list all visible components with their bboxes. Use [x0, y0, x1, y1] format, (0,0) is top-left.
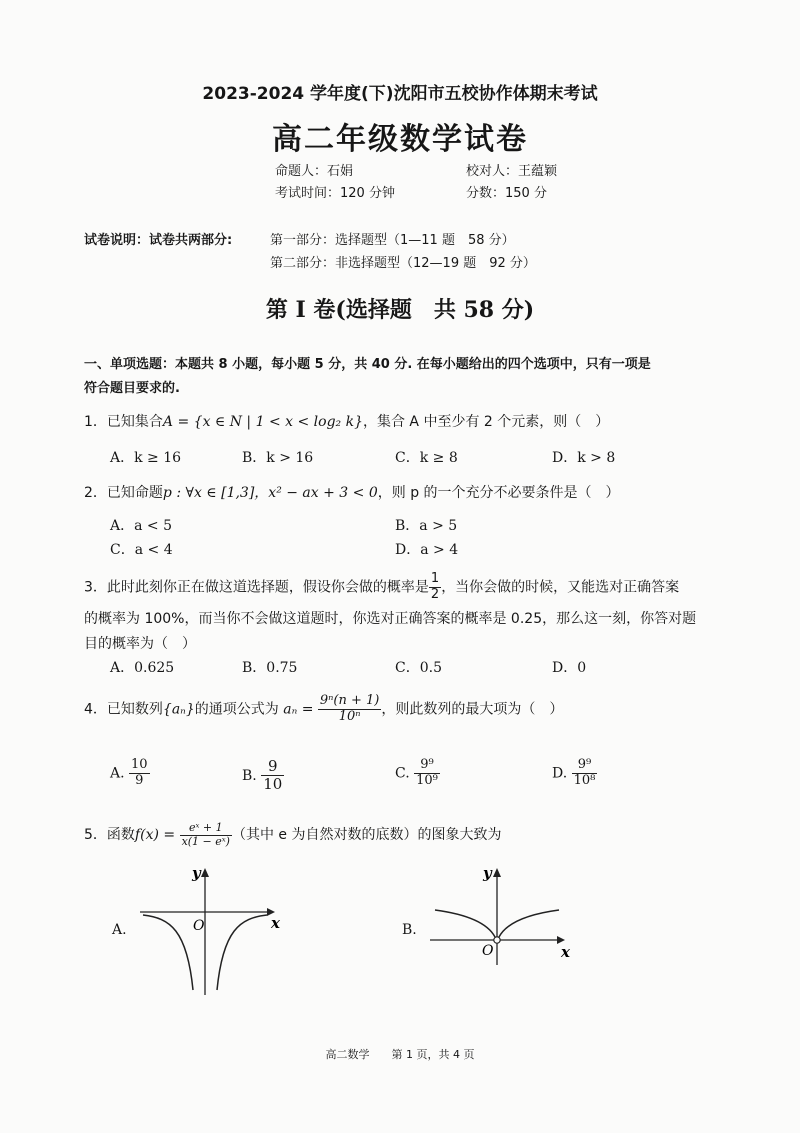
q4-suffix: ，则此数列的最大项为（ ） [381, 701, 564, 718]
question-5 [84, 822, 502, 848]
q2-suffix: ，则 p 的一个充分不必要条件是（ ） [377, 485, 620, 501]
q4-an: aₙ = [283, 701, 314, 718]
q3-line1-a: 3．此时此刻你正在做这道选择题，假设你会做的概率是 [84, 579, 429, 596]
q4-option-b-frac [261, 758, 284, 794]
question-1 [84, 411, 609, 431]
section-title: 第 I 卷(选择题 共 58 分) [265, 297, 535, 323]
instructions-part2: 第二部分：非选择题型（12—19 题 92 分） [270, 256, 536, 271]
q3-option-b: B．0.75 [242, 660, 298, 676]
graph-a-y-label: y [192, 864, 201, 882]
q4-option-b-num: 9 [261, 758, 284, 776]
q1-prefix: 1．已知集合 [84, 414, 163, 430]
q5-prefix: 5．函数 [84, 827, 135, 844]
q1-suffix: ，集合 A 中至少有 2 个元素，则（ ） [362, 414, 610, 430]
q4-option-c-label: C. [395, 765, 410, 782]
q4-option-d-num: 9⁹ [572, 758, 598, 774]
q2-option-c: C．a < 4 [110, 542, 173, 558]
question-2 [84, 482, 620, 502]
q4-option-c-num: 9⁹ [414, 758, 440, 774]
question-3-line2: 的概率为 100%，而当你不会做这道题时，你选对正确答案的概率是 0.25，那么这一刻，你答对题 [84, 611, 697, 627]
q1-option-a: A．k ≥ 16 [110, 450, 182, 466]
part-intro-line2: 符合题目要求的. [84, 381, 180, 396]
main-title: 高二年级数学试卷 [272, 122, 528, 157]
q2-option-b: B．a > 5 [395, 518, 458, 534]
exam-time: 考试时间：120 分钟 [275, 186, 395, 201]
instructions-label: 试卷说明：试卷共两部分: [84, 233, 233, 248]
graph-a-y-arrow [201, 868, 209, 877]
page-footer: 高二数学 第 1 页，共 4 页 [325, 1048, 475, 1061]
q4-option-a [110, 758, 150, 789]
graph-b-open-circle [494, 937, 500, 943]
q4-option-b-label: B. [242, 767, 257, 784]
q4-option-a-frac [129, 758, 150, 789]
q4-option-b-den: 10 [263, 775, 283, 794]
q3-half-num: 1 [430, 571, 440, 586]
q3-line1-b: ，当你会做的时候，又能选对正确答案 [441, 579, 680, 596]
q5-formula-num: eˣ + 1 [180, 822, 232, 836]
setter: 命题人：石娟 [275, 164, 354, 179]
q4-option-c [395, 758, 440, 789]
q2-prefix: 2．已知命题 [84, 485, 163, 501]
graph-b-right-branch [499, 910, 559, 937]
q3-option-a: A．0.625 [110, 660, 175, 676]
q3-option-d: D．0 [552, 660, 587, 676]
q4-option-a-den: 9 [135, 772, 144, 788]
proofreader: 校对人：王蕴颖 [466, 164, 558, 179]
q4-formula [318, 694, 381, 725]
q4-formula-num: 9ⁿ(n + 1) [319, 693, 380, 708]
q4-seq: {aₙ} [162, 701, 195, 718]
q5-suffix: （其中 e 为自然对数的底数）的图象大致为 [231, 827, 502, 844]
graph-b-y-label: y [483, 864, 492, 882]
q5-formula-den: x(1 − eˣ) [181, 834, 230, 848]
score: 分数：150 分 [466, 186, 547, 201]
q5-formula [180, 822, 232, 848]
graph-b-y-arrow [493, 868, 501, 877]
exam-title-line: 2023-2024 学年度(下)沈阳市五校协作体期末考试 [202, 84, 598, 104]
q4-mid: 的通项公式为 [194, 701, 279, 718]
question-4 [84, 694, 563, 725]
graph-b-x-label: x [561, 943, 570, 961]
graph-b-origin: O [482, 943, 494, 959]
q4-option-c-den: 10⁹ [416, 772, 438, 788]
q5-graph-b-label: B. [402, 922, 417, 938]
graph-b-left-branch [435, 910, 495, 937]
q5-graph-b [425, 860, 575, 970]
q4-option-c-frac [414, 758, 440, 789]
q1-option-c: C．k ≥ 8 [395, 450, 458, 466]
q5-fx: f(x) = [134, 827, 176, 844]
q4-prefix: 4．已知数列 [84, 701, 163, 718]
q4-formula-den: 10ⁿ [338, 708, 361, 724]
q4-option-a-num: 10 [131, 757, 148, 772]
q2-prop: p : ∀x ∈ [1,3]，x² − ax + 3 < 0 [162, 485, 378, 501]
q4-option-d-label: D. [552, 765, 568, 782]
graph-a-left-branch [143, 915, 193, 990]
q4-option-d-den: 10⁸ [573, 772, 596, 788]
q4-option-d [552, 758, 597, 789]
q1-option-d: D．k > 8 [552, 450, 616, 466]
part-intro-line1: 一、单项选题：本题共 8 小题，每小题 5 分，共 40 分. 在每小题给出的四个选项中，只有一项是 [84, 357, 651, 372]
q3-half-fraction [429, 572, 441, 603]
q4-option-b [242, 758, 284, 794]
q5-graph-a [135, 860, 285, 1000]
q1-option-b: B．k > 16 [242, 450, 314, 466]
q4-option-d-frac [572, 758, 598, 789]
graph-a-x-label: x [271, 914, 280, 932]
graph-a-origin: O [193, 918, 205, 934]
q3-option-c: C．0.5 [395, 660, 442, 676]
question-3-line3: 目的概率为（ ） [84, 636, 196, 652]
q2-option-a: A．a < 5 [110, 518, 172, 534]
q3-half-den: 2 [430, 586, 440, 602]
q2-option-d: D．a > 4 [395, 542, 459, 558]
graph-a-right-branch [217, 915, 267, 990]
q5-graph-a-label: A. [112, 922, 127, 938]
q4-option-a-label: A. [110, 765, 125, 782]
question-3-line1 [84, 572, 679, 603]
instructions-part1: 第一部分：选择题型（1—11 题 58 分） [270, 233, 515, 248]
q1-set-expr: A = {x ∈ N | 1 < x < log₂ k} [162, 414, 363, 430]
